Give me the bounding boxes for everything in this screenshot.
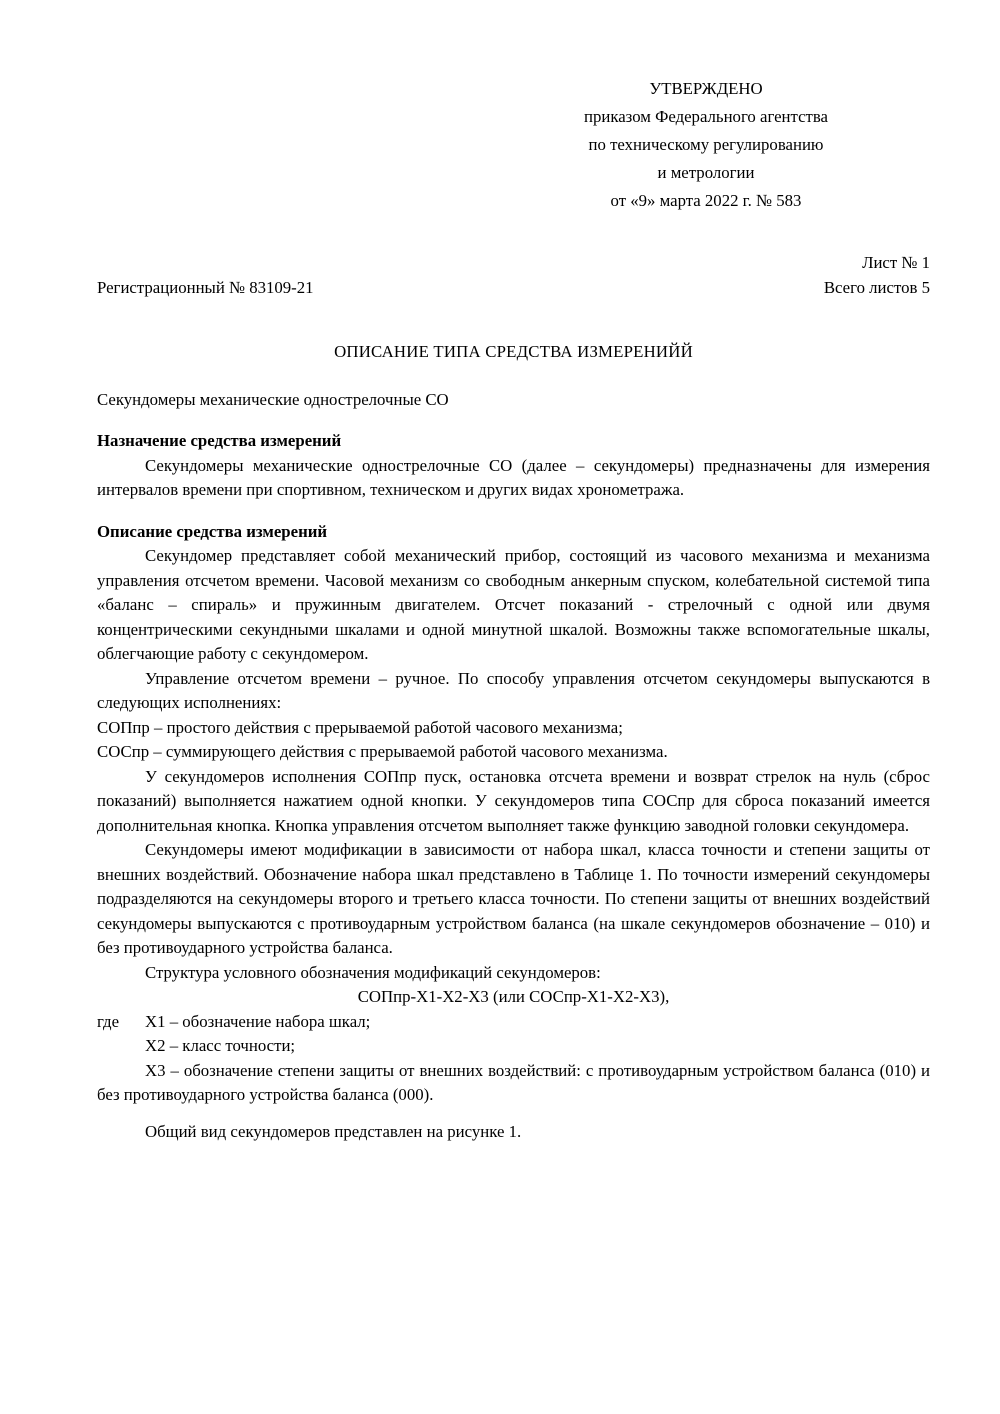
designation-where-line bbox=[97, 1010, 930, 1035]
registration-number: Регистрационный № 83109-21 bbox=[97, 277, 314, 297]
approval-line-order: приказом Федерального агентства bbox=[583, 107, 829, 126]
designation-sos-line: СОСпр – суммирующего действия с прерываемой работой часового механизма. bbox=[97, 742, 668, 761]
registration-row bbox=[97, 276, 930, 301]
section-heading-description: Описание средства измерений bbox=[97, 521, 328, 541]
description-paragraph-4: Секундомеры имеют модификации в зависимости от набора шкал, класса точности и степени защиты от внешних воздействий. Обозначение набора шкал представлено в Таблице 1. По точности измерений секундомеры подразделяются на секундомеры второго и третьего класса точности. По степени защиты от внешних воздействий секундомеры выпускаются с противоударным устройством баланса (на шкале секундомеров обозначение – 010) и без противоударного устройства баланса. bbox=[97, 840, 930, 957]
designation-x2: Х2 – класс точности; bbox=[145, 1036, 296, 1055]
designation-x3: Х3 – обозначение степени защиты от внешних воздействий: с противоударным устройством баланса (010) и без противоударного устройства баланса (000). bbox=[97, 1060, 930, 1104]
description-paragraph-3: У секундомеров исполнения СОПпр пуск, остановка отсчета времени и возврат стрелок на нуль (сброс показаний) выполняется нажатием одной кнопки. У секундомеров типа СОСпр для сброса показаний имеется дополнительная кнопка. Кнопка управления отсчетом выполняет также функцию заводной головки секундомера. bbox=[97, 766, 930, 835]
closing-paragraph: Общий вид секундомеров представлен на рисунке 1. bbox=[145, 1121, 522, 1141]
sheet-number: Лист № 1 bbox=[862, 253, 930, 272]
document-title: ОПИСАНИЕ ТИПА СРЕДСТВА ИЗМЕРЕНИЙЙ bbox=[334, 342, 693, 361]
approval-block bbox=[530, 75, 882, 215]
section-heading-purpose: Назначение средства измерений bbox=[97, 431, 342, 450]
description-paragraph-1: Секундомер представляет собой механический прибор, состоящий из часового механизма и механизма управления отсчетом времени. Часовой механизм со свободным анкерным спуском, колебательной системой типа «баланс – спираль» и пружинным двигателем. Отсчет показаний - стрелочный с одной или двумя концентрическими секундными шкалами и одной минутной шкалой. Возможны также вспомогательные шкалы, облегчающие работу с секундомером. bbox=[97, 546, 930, 663]
designation-sop-line: СОПпр – простого действия с прерываемой работой часового механизма; bbox=[97, 717, 623, 737]
approval-line-approved: УТВЕРЖДЕНО bbox=[649, 79, 763, 98]
where-label: где bbox=[97, 1011, 120, 1031]
approval-line-metrology: и метрологии bbox=[657, 163, 755, 182]
description-paragraph-2: Управление отсчетом времени – ручное. По способу управления отсчетом секундомеры выпускаются в следующих исполнениях: bbox=[97, 668, 930, 712]
approval-line-date: от «9» марта 2022 г. № 583 bbox=[610, 191, 802, 210]
designation-x1: Х1 – обозначение набора шкал; bbox=[145, 1011, 371, 1031]
description-paragraph-5: Структура условного обозначения модификаций секундомеров: bbox=[145, 962, 601, 982]
designation-formula: СОПпр-Х1-Х2-Х3 (или СОСпр-Х1-Х2-Х3), bbox=[357, 987, 670, 1006]
purpose-paragraph: Секундомеры механические однострелочные СО (далее – секундомеры) предназначены для измерения интервалов времени при спортивном, техническом и других видах хронометража. bbox=[97, 455, 930, 499]
approval-line-agency: по техническому регулированию bbox=[588, 135, 824, 154]
total-sheets: Всего листов 5 bbox=[823, 277, 930, 297]
document-subtitle: Секундомеры механические однострелочные СО bbox=[97, 389, 449, 409]
